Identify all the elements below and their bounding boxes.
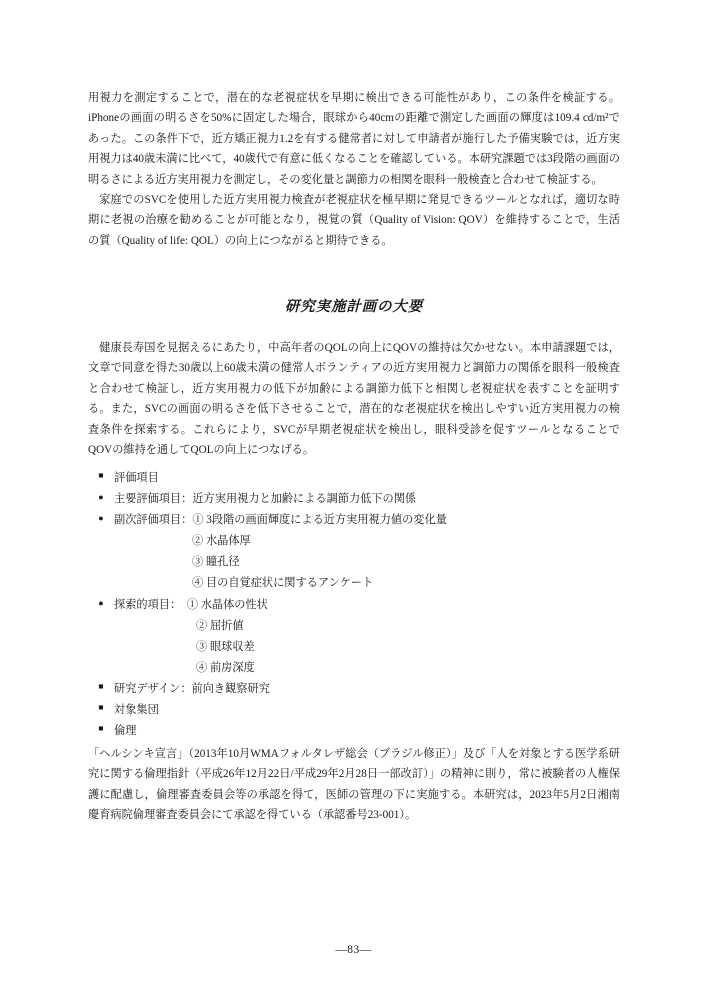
square-bullet-icon: ■ xyxy=(98,722,104,733)
list-item xyxy=(88,679,620,700)
paragraph-home-svc: 家庭でのSVCを使用した近方実用視力検査が老視症状を極早期に発見できるツールとなれば，適切な時期に老視の治療を勧めることが可能となり，視覚の質（Quality of Vision: QOV）を維持することで，生活の質（Quality of life: QOL）の向上につながると期待できる。 xyxy=(88,193,620,247)
list-item xyxy=(88,510,620,531)
list-item xyxy=(88,700,620,721)
circle-bullet-icon: ● xyxy=(98,492,104,503)
page-title: 研究実施計画の大要 xyxy=(284,299,424,315)
list-item xyxy=(88,489,620,510)
body-text-block xyxy=(88,88,620,251)
ethics-block xyxy=(88,744,620,826)
list-item-label: 対象集団 xyxy=(114,703,159,716)
list-subitem xyxy=(88,658,620,679)
list-item-label: 研究デザイン：前向き観察研究 xyxy=(114,682,270,695)
list-subitem-label: ③ 瞳孔径 xyxy=(192,556,240,569)
list-subitem xyxy=(88,573,620,594)
list-subitem xyxy=(88,531,620,552)
list-subitem xyxy=(88,616,620,637)
list-subitem xyxy=(88,552,620,573)
section-heading-block xyxy=(88,295,620,316)
list-subitem-label: ④ 目の自覚症状に関するアンケート xyxy=(192,577,374,590)
circle-bullet-icon: ● xyxy=(98,513,104,524)
page-number: ―83― xyxy=(335,944,372,956)
list-item-label: 探索的項目： ① 水晶体の性状 xyxy=(114,598,268,611)
paragraph-study-outline: 健康長寿国を見据えるにあたり，中高年者のQOLの向上にQOVの維持は欠かせない。本申請課題では，文章で同意を得た30歳以上60歳未満の健常人ボランティアの近方実用視力と調節力の関係を眼科一般検査と合わせて検証し，近方実用視力の低下が加齢による調節力低下と相関し老視症状を表すことを証明する。また，SVCの画面の明るさを低下させることで，潜在的な老視症状を検出しやすい近方実用視力の検査条件を探索する。これらにより，SVCが早期老視症状を検出し，眼科受診を促すツールとなることでQOVの維持を通してQOLの向上につなげる。 xyxy=(88,342,620,456)
page-content-frame xyxy=(88,88,620,848)
list-subitem-label: ② 屈折値 xyxy=(196,619,244,632)
circle-bullet-icon: ● xyxy=(98,597,104,608)
list-item xyxy=(88,595,620,616)
square-bullet-icon: ■ xyxy=(98,470,104,481)
list-item xyxy=(88,721,620,742)
section-body-block xyxy=(88,338,620,460)
list-item xyxy=(88,468,620,489)
list-item-label: 評価項目 xyxy=(114,472,159,485)
list-subitem-label: ④ 前房深度 xyxy=(196,661,255,674)
paragraph-continuation: 用視力を測定することで，潜在的な老視症状を早期に検出できる可能性があり，この条件を検証する。iPhoneの画面の明るさを50%に固定した場合，眼球から40cmの距離で測定した画面の輝度は109.4 cd/m²であった。この条件下で，近方矯正視力1.2を有する健常者に対して申請者が施行した予備実験では，近方実用視力は40歳未満に比べて，40歳代で有意に低くなることを確認している。本研究課題では3段階の画面の明るさによる近方実用視力を測定し，その変化量と調節力の相関を眼科一般検査と合わせて検証する。 xyxy=(88,92,620,186)
list-subitem-label: ③ 眼球収差 xyxy=(196,640,255,653)
list-item-label: 倫理 xyxy=(114,724,137,737)
list-subitem-label: ② 水晶体厚 xyxy=(192,535,251,548)
paragraph-ethics: 「ヘルシンキ宣言」（2013年10月WMAフォルタレザ総会（ブラジル修正）」及び「人を対象とする医学系研究に関する倫理指針（平成26年12月22日/平成29年2月28日一部改訂）」の精神に則り，常に被験者の人権保護に配慮し，倫理審査委員会等の承認を得て，医師の管理の下に実施する。本研究は，2023年5月2日湘南慶育病院倫理審査委員会にて承認を得ている（承認番号23-001）。 xyxy=(88,747,620,821)
list-item-label: 主要評価項目：近方実用視力と加齢による調節力低下の関係 xyxy=(114,493,417,506)
outline-list xyxy=(88,468,620,742)
list-item-label: 副次評価項目：① 3段階の画面輝度による近方実用視力値の変化量 xyxy=(114,514,447,527)
square-bullet-icon: ■ xyxy=(98,701,104,712)
square-bullet-icon: ■ xyxy=(98,680,104,691)
list-subitem xyxy=(88,637,620,658)
